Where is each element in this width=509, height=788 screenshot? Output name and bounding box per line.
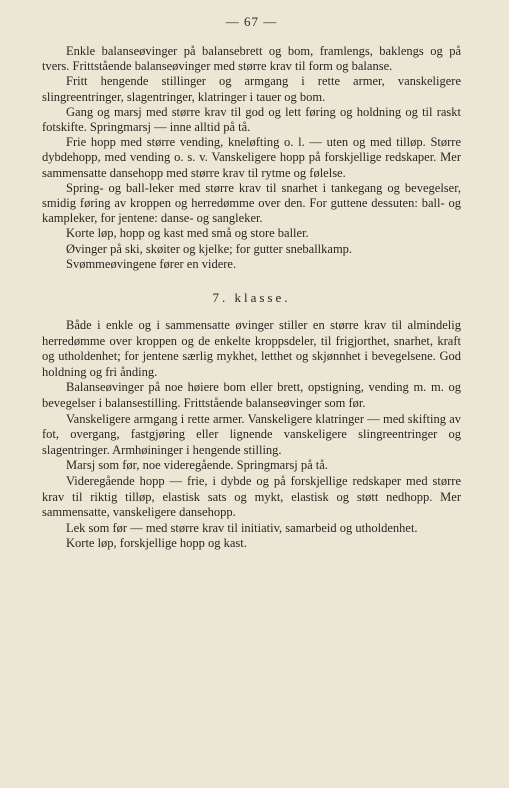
paragraph: Korte løp, hopp og kast med små og store baller. — [66, 226, 309, 241]
paragraph: Spring- og ball-leker med større krav til snarhet i tankegang og bevegelser, smidig føring av kroppen og herredømme over den. For guttene dessuten: ball- og kampleker, for jentene: danse- og sangleker. — [42, 180, 461, 226]
paragraph: Svømmeøvingene fører en videre. — [66, 256, 237, 271]
paragraph: Fritt hengende stillinger og armgang i rette armer, vanskeligere slingreentringer, slagentringer, klatringer i tauer og bom. — [42, 74, 461, 104]
paragraph: Frie hopp med større vending, kneløfting o. l. — uten og med tilløp. Større dybdehopp, med vending o. s. v. Vanskeligere hopp på forskjellige redskaper. Mer sammensatte dansehopp med større krav til rytme og følelse. — [42, 135, 461, 180]
paragraph: Øvinger på ski, skøiter og kjelke; for gutter sneballkamp. — [66, 241, 353, 256]
paragraph: Lek som før — med større krav til initiativ, samarbeid og utholdenhet. — [66, 520, 418, 535]
paragraph: Enkle balanseøvinger på balansebrett og bom, framlengs, baklengs og på tvers. Frittstående balanseøvinger med større krav til form og balanse. — [42, 44, 461, 74]
paragraph: Videregående hopp — frie, i dybde og på forskjellige redskaper med større krav til riktig tilløp, elastisk sats og mykt, elastisk og støtt nedhopp. Mer sammensatte, vanskeligere dansehopp. — [42, 473, 461, 520]
paragraph: Gang og marsj med større krav til god og lett føring og holdning og til raskt fotskifte. Springmarsj — inne alltid på tå. — [42, 104, 461, 135]
page-number: — 67 — — [225, 14, 278, 29]
paragraph: Balanseøvinger på noe høiere bom eller brett, opstigning, vending m. m. og bevegelser i balansestilling. Frittstående balanseøvinger som før. — [42, 380, 461, 411]
section-heading: 7. klasse. — [212, 290, 291, 306]
section-physical-exercises — [42, 44, 461, 272]
paragraph: Marsj som før, noe videregående. Springmarsj på tå. — [66, 458, 328, 473]
paragraph: Både i enkle og i sammensatte øvinger stiller en større krav til almindelig herredømme over kroppen og de enkelte kroppsdeler, til frigjorthet, snarhet, kraft og utholdenhet; for jentene særlig mykhet, letthet og skjønnhet i bevegelsene. God holdning og fri ånding. — [42, 318, 461, 379]
section-class-7 — [42, 318, 461, 552]
paragraph: Korte løp, forskjellige hopp og kast. — [66, 536, 247, 551]
paragraph: Vanskeligere armgang i rette armer. Vanskeligere klatringer — med skifting av fot, overgang, fastgjøring eller lignende vanskeligere slingreentringer og slagentringer. Armhøininger i hengende stilling. — [42, 411, 461, 457]
